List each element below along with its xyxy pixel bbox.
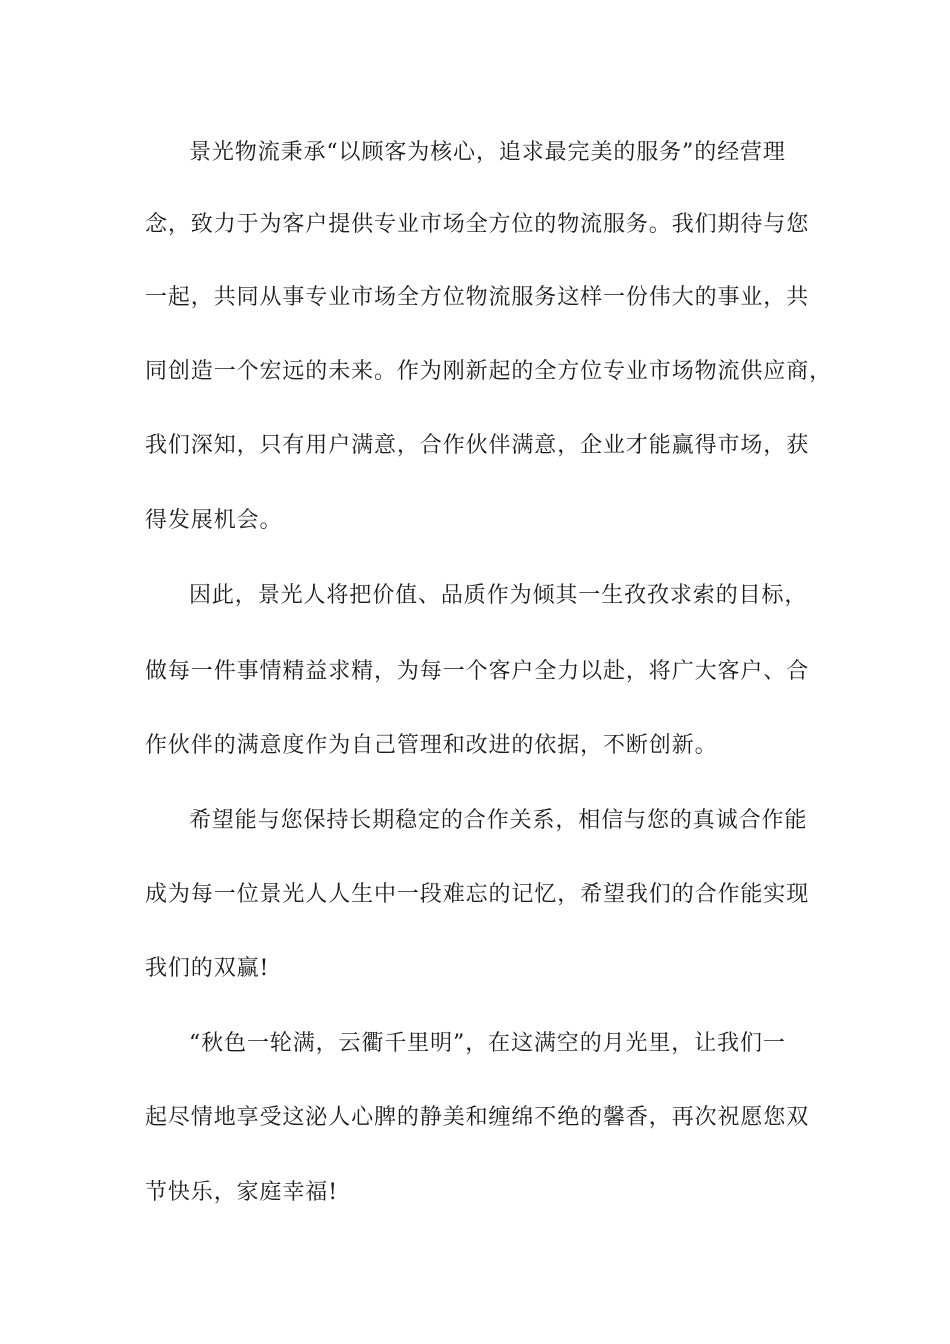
paragraph-1-line-3: 一起，共同从事专业市场全方位物流服务这样一份伟大的事业，共 — [145, 285, 810, 310]
paragraph-3-line-2: 成为每一位景光人人生中一段难忘的记忆，希望我们的合作能实现 — [145, 882, 810, 907]
paragraph-4-line-2: 起尽情地享受这泌人心脾的静美和缠绵不绝的馨香，再次祝愿您双 — [145, 1105, 810, 1130]
paragraph-3-line-1: 希望能与您保持长期稳定的合作关系，相信与您的真诚合作能 — [189, 808, 808, 833]
paragraph-2-line-1: 因此，景光人将把价值、品质作为倾其一生孜孜求索的目标， — [189, 583, 808, 608]
paragraph-1-line-6: 得发展机会。 — [145, 508, 283, 533]
paragraph-2-line-3: 作伙伴的满意度作为自己管理和改进的依据，不断创新。 — [145, 733, 718, 758]
paragraph-1-line-5: 我们深知，只有用户满意，合作伙伴满意，企业才能赢得市场，获 — [145, 433, 810, 458]
paragraph-4-line-3: 节快乐，家庭幸福! — [145, 1180, 338, 1205]
paragraph-1-line-1: 景光物流秉承“以顾客为核心，追求最完美的服务”的经营理 — [189, 140, 786, 165]
paragraph-2-line-2: 做每一件事情精益求精，为每一个客户全力以赴，将广大客户、合 — [145, 659, 810, 684]
paragraph-4-line-1: “秋色一轮满，云衢千里明”，在这满空的月光里，让我们一 — [189, 1031, 786, 1056]
paragraph-3-line-3: 我们的双赢! — [145, 956, 270, 981]
paragraph-1-line-4: 同创造一个宏远的未来。作为刚新起的全方位专业市场物流供应商， — [145, 359, 833, 384]
paragraph-1-line-2: 念，致力于为客户提供专业市场全方位的物流服务。我们期待与您 — [145, 212, 810, 237]
